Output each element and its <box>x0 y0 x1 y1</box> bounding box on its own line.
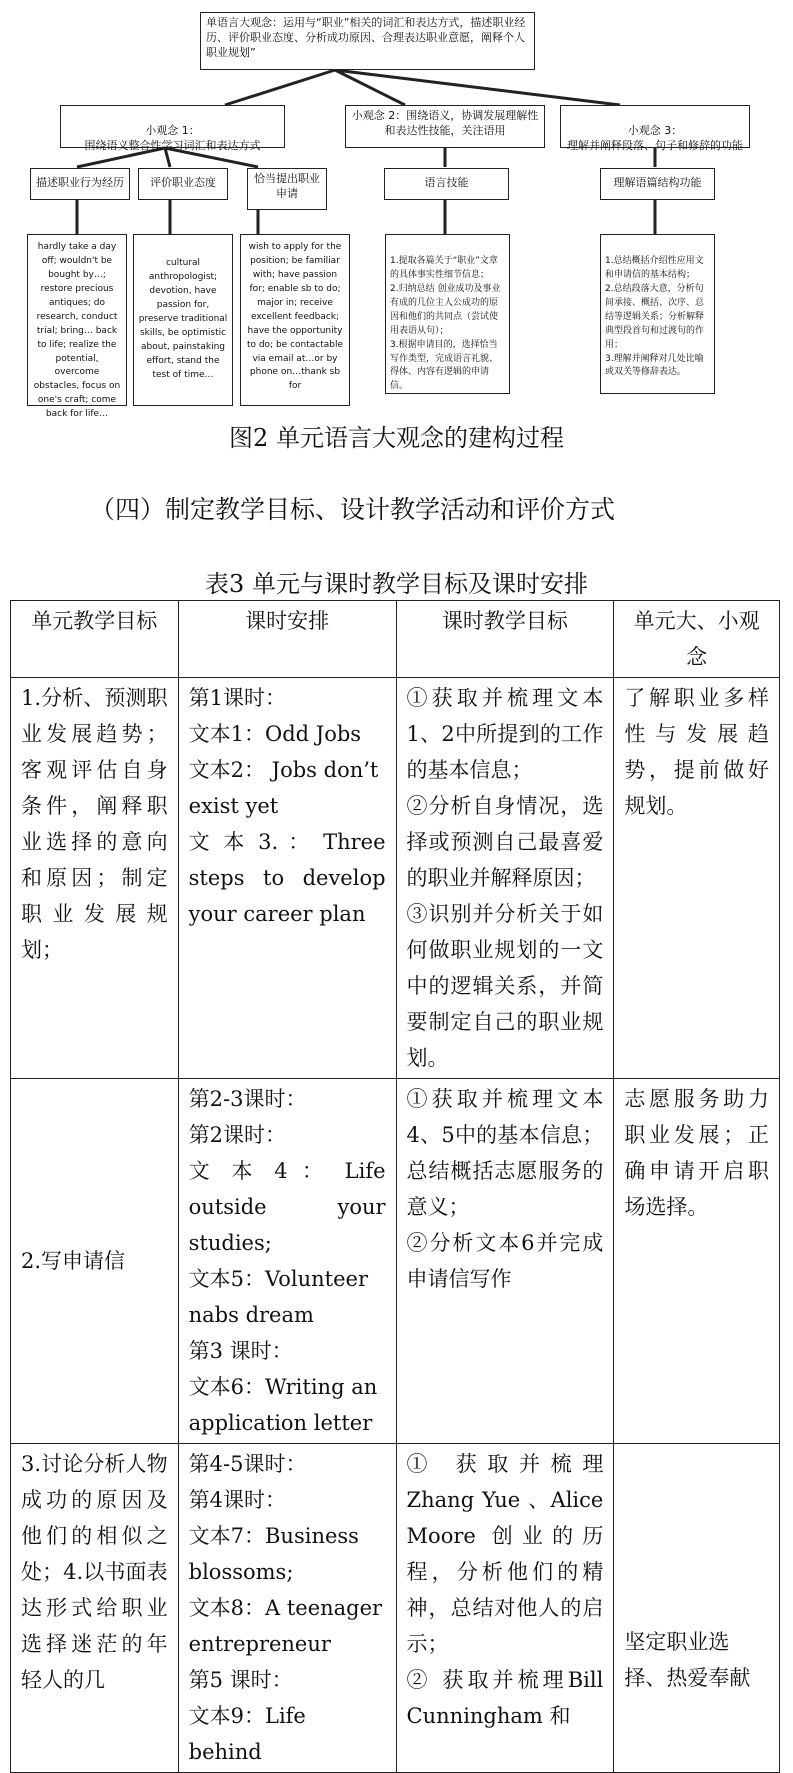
small-idea-2-box <box>345 105 545 148</box>
root-concept-box <box>200 12 535 70</box>
sub-node-describe: 描述职业行为经历 <box>30 168 130 200</box>
row1-lesson-goal: ①获取并梳理文本1、2中所提到的工作的基本信息； ②分析自身情况，选择或预测自己最喜爱的职业并解释原因； ③识别并分析关于如何做职业规划的一文中的逻辑关系，并简要制定自己的职业规划。 <box>396 678 614 1079</box>
sub-node-discourse: 理解语篇结构功能 <box>600 168 715 200</box>
teaching-goals-table <box>10 600 780 1773</box>
table-row <box>11 1444 780 1773</box>
sub-node-evaluate: 评价职业态度 <box>138 168 228 200</box>
leaf-language-skills: 1.提取各篇关于“职业”文章的具体事实性细节信息； 2.归纳总结 创业成功及事业有成的几位主人公成功的原因和他们的共同点（尝试使用表语从句）； 3.根据申请目的，选择恰当写作类型，完成语言礼貌、得体、内容有逻辑的申请信。 <box>385 234 510 394</box>
header-schedule: 课时安排 <box>178 601 396 678</box>
table-header-row <box>11 601 780 678</box>
row1-unit-goal: 1.分析、预测职业发展趋势；客观评估自身条件，阐释职业选择的意向和原因；制定职业发展规划； <box>11 678 179 1079</box>
row2-unit-goal: 2.写申请信 <box>11 1079 179 1444</box>
row1-schedule: 第1课时： 文本1：Odd Jobs 文本2： Jobs don’t exist yet 文 本 3. ： Three steps to develop your career plan <box>178 678 396 1079</box>
sub-node-apply: 恰当提出职业申请 <box>247 168 327 210</box>
root-concept-text: 单语言大观念：运用与“职业”相关的词汇和表达方式，描述职业经历、评价职业态度、分析成功原因、合理表达职业意愿，阐释个人职业规划” <box>206 16 526 59</box>
section-heading: （四）制定教学目标、设计教学活动和评价方式 <box>90 495 616 524</box>
row3-schedule: 第4-5课时： 第4课时： 文本7：Business blossoms; 文本8：A teenager entrepreneur 第5 课时： 文本9：Life behind <box>178 1444 396 1773</box>
small-idea-3-box <box>560 105 750 152</box>
row2-lesson-goal: ①获取并梳理文本4、5中的基本信息；总结概括志愿服务的意义； ②分析文本6并完成申请信写作 <box>396 1079 614 1444</box>
header-lesson-goal: 课时教学目标 <box>396 601 614 678</box>
small-idea-3-text: 小观念 3： 理解并阐释段落、句子和修辞的功能 <box>567 123 743 152</box>
row2-idea: 志愿服务助力职业发展；正确申请开启职场选择。 <box>614 1079 780 1444</box>
header-unit-goal: 单元教学目标 <box>11 601 179 678</box>
small-idea-2-text: 小观念 2：围绕语义，协调发展理解性和表达性技能，关注语用 <box>351 109 539 137</box>
table-row <box>11 1079 780 1444</box>
table-row <box>11 678 780 1079</box>
row3-lesson-goal: ① 获取并梳理Zhang Yue 、Alice Moore 创业的历程，分析他们的精神，总结对他人的启示； ② 获取并梳理Bill Cunningham 和 <box>396 1444 614 1773</box>
leaf-describe-expressions: hardly take a day off; wouldn't be bought by…; restore precious antiques; do research, conduct trial; bring… back to life; realize the potential, overcome obstacles, focus on one's craft; come back for life… <box>27 234 127 406</box>
small-idea-1-text: 小观念 1： 围绕语义整合性学习词汇和表达方式 <box>84 123 261 152</box>
leaf-discourse-functions: 1.总结概括介绍性应用文和申请信的基本结构； 2.总结段落大意，分析句间承接、概括、次序、总结等逻辑关系；分析解释典型段首句和过渡句的作用； 3.理解并阐释对几处比喻或双关等修辞表达。 <box>600 234 715 394</box>
row3-idea: 坚定职业选择、热爱奉献 <box>614 1444 780 1773</box>
sub-node-language-skills: 语言技能 <box>384 168 509 200</box>
row1-idea: 了解职业多样性与发展趋势，提前做好规划。 <box>614 678 780 1079</box>
concept-diagram <box>0 0 793 420</box>
table-caption: 表3 单元与课时教学目标及课时安排 <box>205 570 588 598</box>
small-idea-1-box <box>60 105 285 152</box>
figure-caption: 图2 单元语言大观念的建构过程 <box>229 424 564 452</box>
row2-schedule: 第2-3课时： 第2课时： 文 本 4 ： Life outside your studies; 文本5：Volunteer nabs dream 第3 课时： 文本6：Writing an application letter <box>178 1079 396 1444</box>
leaf-evaluate-expressions: cultural anthropologist; devotion, have passion for, preserve traditional skills, be optimistic about, painstaking effort, stand the test of time… <box>133 234 233 406</box>
header-idea: 单元大、小观念 <box>614 601 780 678</box>
leaf-apply-expressions: wish to apply for the position; be familiar with; have passion for; enable sb to do; major in; receive excellent feedback; have the opportunity to do; be contactable via email at…or by phone on…thank sb for <box>240 234 350 406</box>
row3-unit-goal: 3.讨论分析人物成功的原因及他们的相似之处；4.以书面表达形式给职业选择迷茫的年轻人的几 <box>11 1444 179 1773</box>
